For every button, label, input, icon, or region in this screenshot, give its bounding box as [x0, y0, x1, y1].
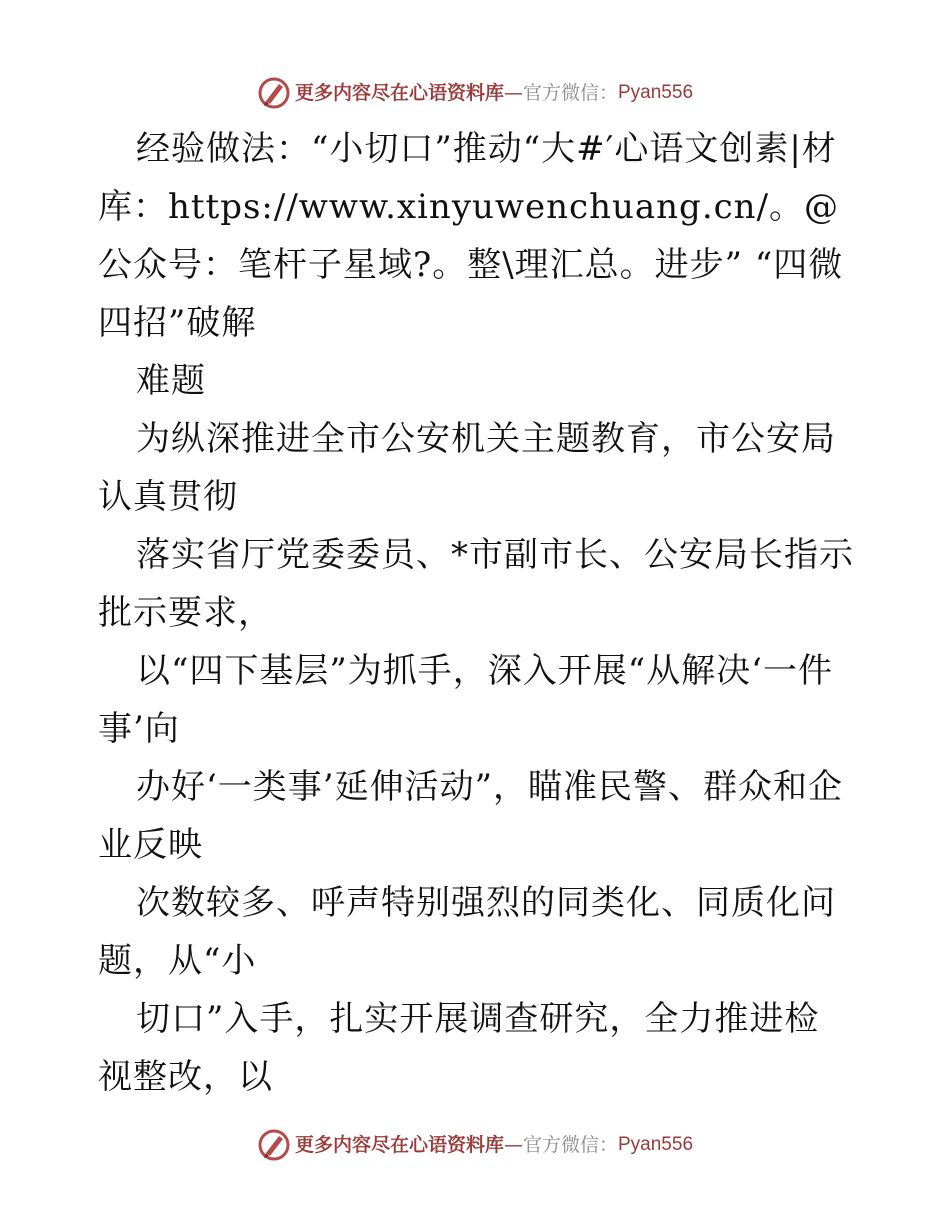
paragraph: 落实省厅党委委员、*市副市长、公安局长指示批示要求， [98, 535, 854, 633]
document-body [98, 120, 854, 1106]
banner-text: 更多内容尽在心语资料库 [294, 1134, 504, 1156]
banner-wechat-id: Pyan556 [618, 82, 694, 103]
header-banner [0, 76, 950, 110]
paragraph: 切口”入手，扎实开展调查研究，全力推进检视整改，以 [98, 999, 820, 1097]
footer-banner [0, 1128, 950, 1162]
paragraph: 难题 [136, 361, 206, 401]
banner-wechat-id: Pyan556 [618, 1134, 694, 1155]
paragraph: 经验做法：“小切口”推动“大#′心语文创素|材库：https://www.xinyuwenchuang.cn/。@公众号：笔杆子星域?。整\理汇总。进步” “四微四招”破解 [98, 129, 844, 343]
banner-dash: — [503, 1134, 523, 1156]
paragraph: 次数较多、呼声特别强烈的同类化、同质化问题，从“小 [98, 883, 836, 981]
banner-text: 更多内容尽在心语资料库 [294, 82, 504, 104]
pen-logo-icon [257, 1128, 291, 1162]
banner-dash: — [503, 82, 523, 104]
pen-logo-icon [257, 76, 291, 110]
banner-label: 官方微信： [522, 1134, 618, 1156]
paragraph: 为纵深推进全市公安机关主题教育，市公安局认真贯彻 [98, 419, 836, 517]
paragraph: 办好‘一类事’延伸活动”，瞄准民警、群众和企业反映 [98, 767, 843, 865]
paragraph: 以“四下基层”为抓手，深入开展“从解决‘一件事’向 [98, 651, 833, 749]
banner-label: 官方微信： [522, 82, 618, 104]
